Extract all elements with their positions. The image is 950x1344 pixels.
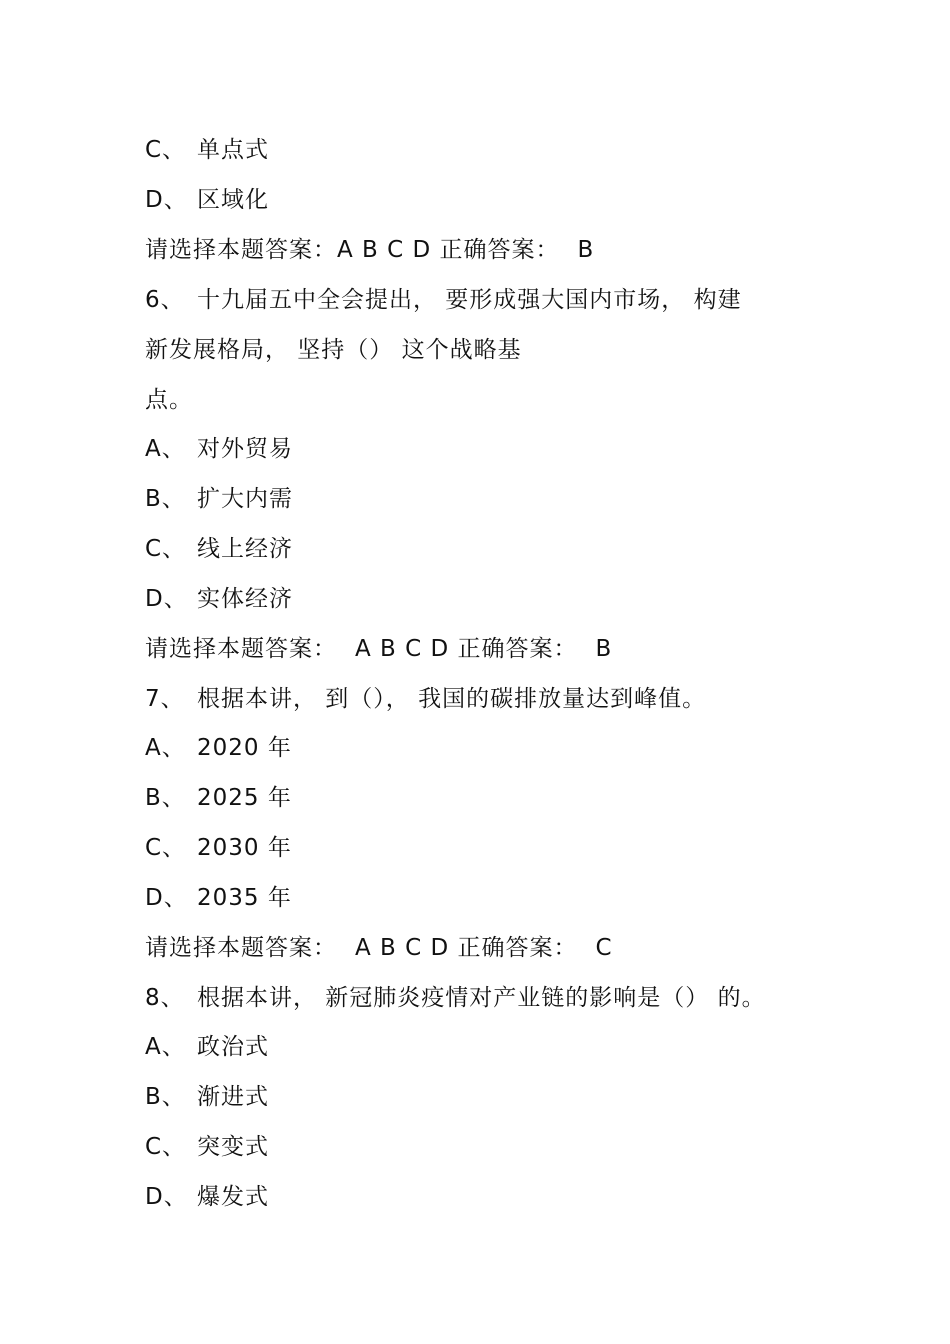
option-line: [145, 1182, 269, 1212]
option-text: 对外贸易: [197, 436, 293, 462]
option-label: A、: [145, 436, 186, 462]
option-line: [145, 484, 293, 514]
correct-answer-value: C: [595, 935, 613, 961]
option-line: [145, 783, 292, 813]
question-text: 点。: [145, 387, 193, 413]
option-text: 政治式: [197, 1034, 269, 1060]
question-text: 根据本讲， 到（）， 我国的碳排放量达到峰值。: [197, 686, 707, 712]
answer-choices: A B C D: [355, 935, 450, 961]
answer-line: [145, 235, 594, 265]
option-text: 2030 年: [197, 835, 292, 861]
correct-answer-label: 正确答案：: [457, 636, 578, 662]
option-label: C、: [145, 1134, 187, 1160]
option-text: 实体经济: [197, 586, 293, 612]
question-line: [145, 285, 742, 315]
answer-line: [145, 933, 613, 963]
option-line: [145, 1082, 269, 1112]
option-line: [145, 883, 292, 913]
option-line: [145, 185, 269, 215]
answer-prompt: 请选择本题答案：: [145, 636, 337, 662]
question-text: 十九届五中全会提出， 要形成强大国内市场， 构建: [197, 287, 742, 313]
correct-answer-label: 正确答案：: [457, 935, 578, 961]
option-line: [145, 135, 269, 165]
answer-prompt: 请选择本题答案：: [145, 237, 337, 263]
option-label: B、: [145, 486, 186, 512]
option-label: D、: [145, 1184, 188, 1210]
question-number: 7、: [145, 686, 185, 712]
option-label: C、: [145, 536, 187, 562]
correct-answer-value: B: [595, 636, 613, 662]
option-label: C、: [145, 137, 187, 163]
question-line: [145, 983, 766, 1013]
option-label: A、: [145, 1034, 186, 1060]
question-continuation: [145, 385, 193, 415]
option-line: [145, 733, 292, 763]
option-label: D、: [145, 187, 188, 213]
option-text: 2025 年: [197, 785, 292, 811]
option-text: 区域化: [197, 187, 269, 213]
option-label: D、: [145, 885, 188, 911]
answer-choices: A B C D: [355, 636, 450, 662]
option-text: 突变式: [197, 1134, 269, 1160]
option-text: 单点式: [197, 137, 269, 163]
option-text: 扩大内需: [197, 486, 293, 512]
question-number: 6、: [145, 287, 185, 313]
question-continuation: [145, 335, 522, 365]
answer-line: [145, 634, 612, 664]
option-label: A、: [145, 735, 186, 761]
question-text: 新发展格局， 坚持（） 这个战略基: [145, 337, 522, 363]
option-line: [145, 434, 293, 464]
option-label: C、: [145, 835, 187, 861]
correct-answer-value: B: [577, 237, 595, 263]
question-text: 根据本讲， 新冠肺炎疫情对产业链的影响是（） 的。: [197, 985, 766, 1011]
option-text: 渐进式: [197, 1084, 269, 1110]
option-text: 2020 年: [197, 735, 292, 761]
option-text: 2035 年: [197, 885, 292, 911]
option-line: [145, 534, 293, 564]
option-text: 线上经济: [197, 536, 293, 562]
option-label: B、: [145, 1084, 186, 1110]
option-line: [145, 1032, 269, 1062]
option-line: [145, 833, 292, 863]
question-number: 8、: [145, 985, 185, 1011]
answer-prompt: 请选择本题答案：: [145, 935, 337, 961]
option-line: [145, 584, 293, 614]
question-line: [145, 684, 706, 714]
correct-answer-label: 正确答案：: [439, 237, 560, 263]
option-label: B、: [145, 785, 186, 811]
option-label: D、: [145, 586, 188, 612]
option-line: [145, 1132, 269, 1162]
option-text: 爆发式: [197, 1184, 269, 1210]
answer-choices: A B C D: [337, 237, 432, 263]
